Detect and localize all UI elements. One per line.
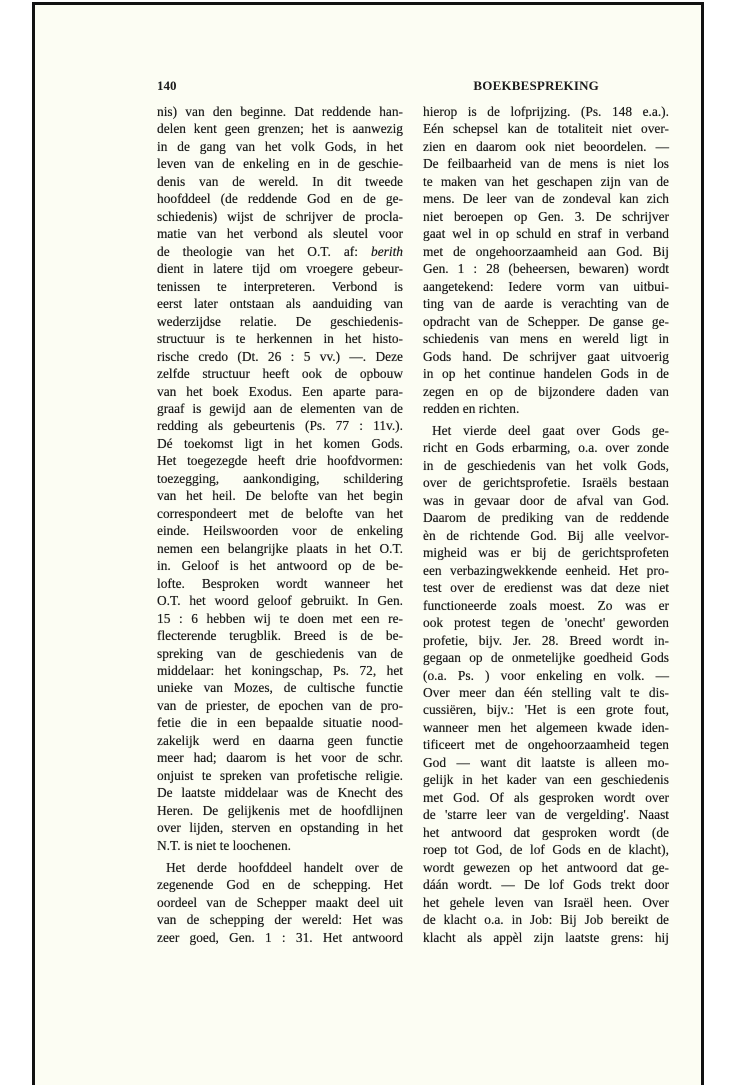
text-line-content: flecterende terugblik. Breed is de be-	[157, 628, 403, 644]
text-line-content: matie van het verbond als sleutel voor	[157, 226, 403, 242]
text-line-content: einde. Heilswoorden voor de enkeling	[157, 523, 403, 539]
text-line-content: eerst later ontstaan als aanduiding van	[157, 296, 403, 312]
text-line-content: cussiëren, bijv.: 'Het is een grote fout,	[423, 702, 669, 718]
text-line-content: roep tot God, de lof Gods en de klacht),	[423, 842, 669, 858]
text-line	[423, 771, 669, 788]
text-line-content: (o.a. Ps. ) voor enkeling en volk. —	[423, 667, 669, 683]
text-line	[423, 614, 669, 631]
text-line-content: wanneer men het algemeen kwade iden-	[423, 719, 669, 735]
text-line-content: een verbazingwekkende eenheid. Het pro-	[423, 562, 669, 578]
text-line-content: schiedenis) wijst de schrijver de procla-	[157, 208, 403, 224]
text-line-content: God — want dit laatste is alleen mo-	[423, 754, 669, 770]
text-line	[423, 348, 669, 365]
text-line	[157, 330, 403, 347]
text-line	[157, 120, 403, 137]
italic-term: berith	[371, 243, 403, 259]
text-line	[157, 929, 403, 946]
text-line	[157, 679, 403, 696]
text-line	[423, 667, 669, 684]
text-line	[423, 103, 669, 120]
text-line	[157, 138, 403, 155]
text-line	[157, 610, 403, 627]
text-line	[423, 754, 669, 771]
text-line-content: zegen en op de bijzondere daden van	[423, 383, 669, 399]
text-line	[157, 365, 403, 382]
text-line-content: lofte. Besproken wordt wanneer het	[157, 575, 403, 591]
text-line	[423, 208, 669, 225]
text-line	[157, 313, 403, 330]
text-line	[157, 278, 403, 295]
text-line	[157, 592, 403, 609]
text-line	[157, 697, 403, 714]
text-line	[423, 806, 669, 823]
text-line-content: in op het continue handelen Gods in de	[423, 366, 669, 382]
text-line-content: in. Geloof is het antwoord op de be-	[157, 558, 403, 574]
text-line	[157, 103, 403, 120]
text-line-content: wordt gewezen op het antwoord dat ge-	[423, 859, 669, 875]
text-line	[423, 243, 669, 260]
text-line-content: meer had; daarom is het voor de schr.	[157, 750, 403, 766]
text-line-content: hoofddeel (de reddende God en de ge-	[157, 191, 403, 207]
text-line	[423, 190, 669, 207]
text-line	[423, 439, 669, 456]
text-line	[423, 120, 669, 137]
text-line	[157, 487, 403, 504]
text-line	[157, 732, 403, 749]
text-line	[157, 662, 403, 679]
text-line-content: dáán wordt. — De lof Gods trekt door	[423, 877, 669, 893]
text-line	[423, 736, 669, 753]
text-line	[157, 819, 403, 836]
text-line-content: denis van de wereld. In dit tweede	[157, 173, 403, 189]
text-line	[423, 383, 669, 400]
text-line-content: de 'starre leer van de vergelding'. Naast	[423, 807, 669, 823]
text-line	[157, 557, 403, 574]
text-line	[157, 243, 403, 260]
text-line	[157, 911, 403, 928]
text-line	[423, 911, 669, 928]
text-line	[423, 313, 669, 330]
text-line-content: schiedenis van mens en wereld ligt in	[423, 331, 669, 347]
text-line	[423, 138, 669, 155]
text-line	[157, 645, 403, 662]
text-line-content: tificeert met de ongehoorzaamheid tegen	[423, 737, 669, 753]
text-line-content: graaf is gewijd aan de elementen van de	[157, 400, 403, 416]
text-line-content: Dé toekomst ligt in het komen Gods.	[157, 435, 403, 451]
text-line-content: Het vierde deel gaat over Gods ge-	[432, 422, 669, 438]
text-line	[423, 492, 669, 509]
text-line-content: met de ongehoorzaamheid aan God. Bij	[423, 243, 669, 259]
text-line-content: èn de richtende God. Bij alle veelvor-	[423, 527, 669, 543]
text-line	[157, 225, 403, 242]
text-line-content: tenissen te interpreteren. Verbond is	[157, 278, 403, 294]
text-line	[423, 173, 669, 190]
text-line	[423, 278, 669, 295]
text-line	[423, 365, 669, 382]
text-line	[423, 597, 669, 614]
text-line	[157, 208, 403, 225]
text-line-content: zien en daarom ook niet beoordelen. —	[423, 138, 669, 154]
text-line-content: van het heil. De belofte van het begin	[157, 488, 403, 504]
text-line	[157, 348, 403, 365]
text-line-content: functioneerde zoals moest. Zo was er	[423, 597, 669, 613]
text-line-content: delen kent geen grenzen; het is aanwezig	[157, 121, 403, 137]
text-line-content: nemen een belangrijke plaats in het O.T.	[157, 540, 403, 556]
text-line	[157, 767, 403, 784]
text-line	[157, 417, 403, 434]
text-line-content: zakelijk werd en daarna geen functie	[157, 732, 403, 748]
text-line-content: gaat wel in op schuld en straf in verband	[423, 226, 669, 242]
text-line	[423, 841, 669, 858]
text-line	[423, 894, 669, 911]
text-line-content: Eén schepsel kan de totaliteit niet over-	[423, 121, 669, 137]
text-line-content: Het derde hoofddeel handelt over de	[166, 859, 403, 875]
text-line	[423, 225, 669, 242]
text-line	[423, 876, 669, 893]
left-text-column	[157, 103, 403, 946]
text-line-content: Daarom de prediking van de reddende	[423, 510, 669, 526]
text-line-content: O.T. het woord geloof gebruikt. In Gen.	[157, 593, 403, 609]
text-line-content: toezegging, aankondiging, schildering	[157, 470, 403, 486]
text-line	[157, 470, 403, 487]
text-line-content: test over de eredienst was dat deze niet	[423, 580, 669, 596]
text-line-content: unieke van Mozes, de cultische functie	[157, 680, 403, 696]
text-line-content: redding als gebeurtenis (Ps. 77 : 11v.).	[157, 418, 403, 434]
text-line-content: met God. Of als gesproken wordt over	[423, 789, 669, 805]
text-line	[423, 859, 669, 876]
text-line-content: N.T. is niet te loochenen.	[157, 837, 291, 853]
text-line-content: te maken van het geschapen zijn van de	[423, 173, 669, 189]
text-line-content: Heren. De gelijkenis met de hoofdlijnen	[157, 802, 403, 818]
text-line-content: zelfde structuur heeft ook de opbouw	[157, 366, 403, 382]
text-line-content: het antwoord dat gesproken wordt (de	[423, 824, 669, 840]
text-line	[423, 509, 669, 526]
text-line	[157, 260, 403, 277]
text-line-content: opdracht van de Schepper. De ganse ge-	[423, 313, 669, 329]
text-line-content: de klacht o.a. in Job: Bij Job bereikt de	[423, 912, 669, 928]
text-line-content: structuur is te herkennen in het histo-	[157, 331, 403, 347]
text-line-content: van de priester, de epochen van de pro-	[157, 697, 403, 713]
text-line	[157, 435, 403, 452]
text-line	[157, 383, 403, 400]
text-line	[157, 540, 403, 557]
text-line-content: 15 : 6 hebben wij te doen met een re-	[157, 610, 403, 626]
text-line-content: mens. De leer van de zondeval kan zich	[423, 191, 669, 207]
text-line	[423, 457, 669, 474]
text-line-content: de theologie van het O.T. af:	[157, 243, 371, 259]
text-line	[423, 295, 669, 312]
text-line-content: De feilbaarheid van de mens is niet los	[423, 156, 669, 172]
text-line-content: rische credo (Dt. 26 : 5 vv.) —. Deze	[157, 348, 403, 364]
text-line-content: aangetekend: Iedere vorm van uitbui-	[423, 278, 669, 294]
text-line	[157, 505, 403, 522]
text-line	[423, 579, 669, 596]
text-line	[423, 649, 669, 666]
text-line-content: onjuist te spreken van profetische religie.	[157, 767, 403, 783]
text-line	[423, 474, 669, 491]
text-line	[157, 859, 403, 876]
text-line-content: spreking van de geschiedenis van de	[157, 645, 403, 661]
text-line-content: Het toegezegde heeft drie hoofdvormen:	[157, 453, 403, 469]
text-line-content: dient in latere tijd om vroegere gebeur-	[157, 261, 403, 277]
text-line-content: migheid was er bij de gerichtsprofeten	[423, 545, 669, 561]
text-line-content: redden en richten.	[423, 400, 520, 416]
text-line	[157, 876, 403, 893]
text-line	[423, 719, 669, 736]
text-line	[157, 784, 403, 801]
text-line-content: van het boek Exodus. Een aparte para-	[157, 383, 403, 399]
text-line	[157, 522, 403, 539]
text-line	[157, 452, 403, 469]
text-line-content: gelijk in het kader van een geschiedenis	[423, 772, 669, 788]
text-line	[157, 295, 403, 312]
running-header-title: BOEKBESPREKING	[473, 78, 599, 93]
text-line	[423, 544, 669, 561]
right-text-column	[423, 103, 669, 946]
text-line-content: over lijden, sterven en opstanding in het	[157, 820, 403, 836]
text-line	[157, 575, 403, 592]
text-line	[423, 330, 669, 347]
text-line-content: oordeel van de Schepper maakt deel uit	[157, 894, 403, 910]
text-line	[157, 802, 403, 819]
page-number: 140	[157, 78, 177, 93]
text-line	[423, 260, 669, 277]
text-line	[423, 527, 669, 544]
text-line-content: het gehele leven van Israël heen. Over	[423, 894, 669, 910]
text-line-content: ook protest tegen de 'onecht' geworden	[423, 615, 669, 631]
text-line-content: hierop is de lofprijzing. (Ps. 148 e.a.).	[423, 104, 669, 119]
text-line-content: profetie, bijv. Jer. 28. Breed wordt in-	[423, 632, 669, 648]
text-line-content: Gen. 1 : 28 (beheersen, bewaren) wordt	[423, 261, 669, 277]
text-line	[423, 684, 669, 701]
text-line-content: over de gerichtsprofetie. Israëls bestaan	[423, 475, 669, 491]
text-line-content: was in gevaar door de afval van God.	[423, 492, 669, 508]
text-line-content: van de schepping der wereld: Het was	[157, 912, 403, 928]
text-line	[157, 714, 403, 731]
text-line-content: wederzijdse relatie. De geschiedenis-	[157, 313, 403, 329]
text-line-content: correspondeert met de belofte van het	[157, 505, 403, 521]
text-line-content: nis) van den beginne. Dat reddende han-	[157, 104, 403, 119]
text-line	[157, 173, 403, 190]
text-line	[157, 155, 403, 172]
text-line	[423, 824, 669, 841]
text-line-content: Gods hand. De schrijver gaat uitvoerig	[423, 348, 669, 364]
text-line-content: ting van de aarde is verachting van de	[423, 296, 669, 312]
text-line-content: in de geschiedenis van het volk Gods,	[423, 457, 669, 473]
text-line-content: leven van de enkeling en in de geschie-	[157, 156, 403, 172]
text-line	[423, 400, 669, 417]
text-line	[423, 632, 669, 649]
text-line-content: De laatste middelaar was de Knecht des	[157, 785, 403, 801]
text-line-content: in de gang van het volk Gods, in het	[157, 138, 403, 154]
text-line	[423, 701, 669, 718]
text-line	[157, 749, 403, 766]
text-line-content: zegenende God en de schepping. Het	[157, 877, 403, 893]
text-line	[157, 627, 403, 644]
text-line-content: Over meer dan één stelling valt te dis-	[423, 684, 669, 700]
text-line-content: middelaar: het koningschap, Ps. 72, het	[157, 663, 403, 678]
text-line	[157, 190, 403, 207]
text-line	[423, 562, 669, 579]
text-line-content: zeer goed, Gen. 1 : 31. Het antwoord	[157, 929, 403, 945]
text-line-content: richt en Gods erbarming, o.a. over zonde	[423, 440, 669, 456]
text-line-content: gegaan op de onmetelijke goedheid Gods	[423, 650, 669, 666]
text-line	[423, 789, 669, 806]
text-line-content: fetie die in een bepaalde situatie nood-	[157, 715, 403, 731]
text-line-content: niet beroepen op Gen. 3. De schrijver	[423, 208, 669, 224]
text-line	[423, 155, 669, 172]
scanned-page	[32, 2, 704, 1085]
text-line	[423, 422, 669, 439]
text-line	[423, 929, 669, 946]
text-line-content: klacht als appèl zijn laatste grens: hij	[423, 929, 669, 945]
text-line	[157, 894, 403, 911]
text-line	[157, 400, 403, 417]
text-line	[157, 837, 403, 854]
